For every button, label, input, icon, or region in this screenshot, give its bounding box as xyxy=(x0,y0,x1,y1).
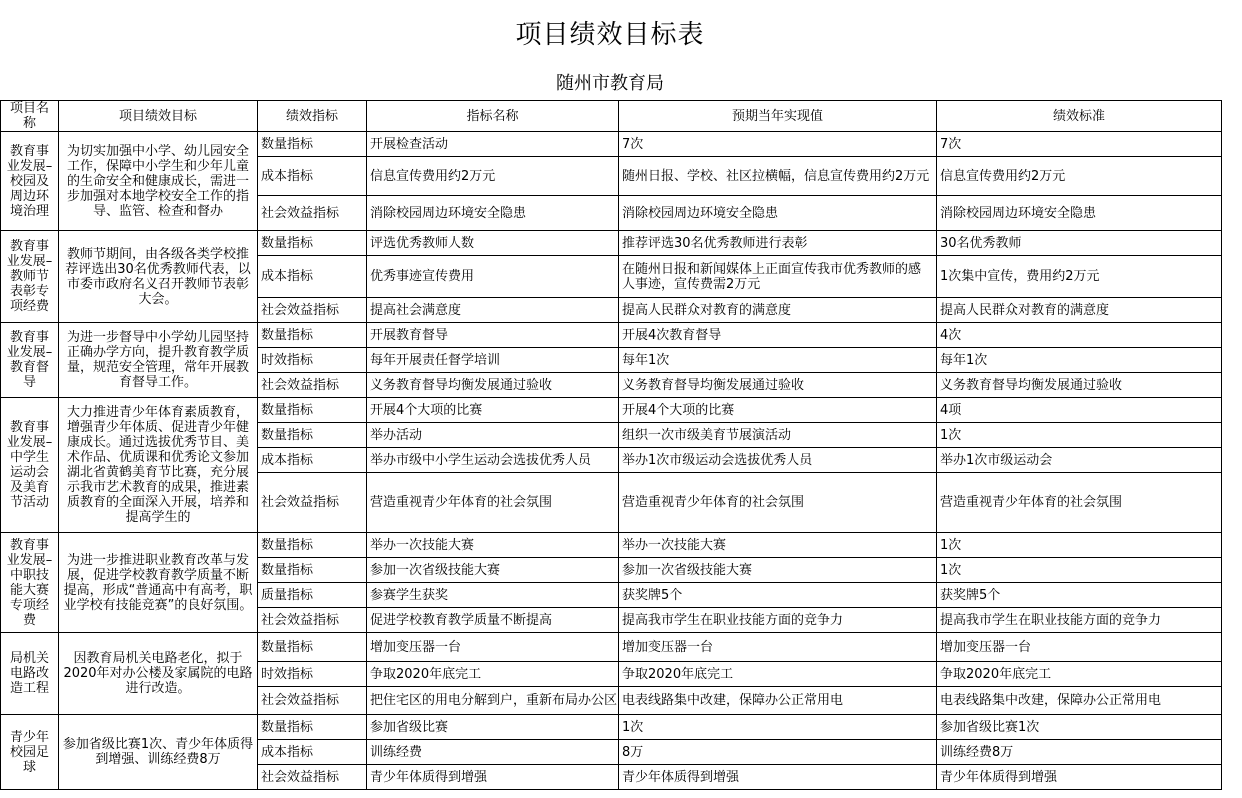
indicator-name-cell: 争取2020年底完工 xyxy=(367,662,619,687)
project-goal: 为进一步督导中小学幼儿园坚持正确办学方向，提升教育教学质量，规范安全管理，常年开展教育督导工作。 xyxy=(66,330,249,390)
page-subtitle: 随州市教育局 xyxy=(556,73,664,94)
project-goal-cell xyxy=(59,533,258,633)
project-name: 局机关电路改造工程 xyxy=(9,651,49,696)
expected-value-cell: 每年1次 xyxy=(619,348,937,373)
project-goal-cell xyxy=(59,132,258,231)
performance-standard-cell: 30名优秀教师 xyxy=(937,231,1222,256)
project-name-cell xyxy=(1,633,59,715)
performance-standard-cell: 举办1次市级运动会 xyxy=(937,448,1222,473)
project-goal: 参加省级比赛1次、青少年体质得到增强、训练经费8万 xyxy=(62,737,254,767)
indicator-type-cell: 数量指标 xyxy=(258,423,367,448)
project-name: 教育事业发展–校园及周边环境治理 xyxy=(6,143,53,219)
indicator-type-cell: 数量指标 xyxy=(258,132,367,157)
project-goal: 为切实加强中小学、幼儿园安全工作，保障中小学生和少年儿童的生命安全和健康成长，需进一步加强对本地学校安全工作的指导、监管、检查和督办 xyxy=(66,143,249,219)
indicator-type-cell: 社会效益指标 xyxy=(258,196,367,231)
column-header: 绩效标准 xyxy=(937,101,1222,132)
expected-value-cell: 电表线路集中改建，保障办公正常用电 xyxy=(619,687,937,715)
performance-standard-cell: 提高我市学生在职业技能方面的竞争力 xyxy=(937,608,1222,633)
indicator-name-cell: 举办一次技能大赛 xyxy=(367,533,619,558)
expected-value-cell: 开展4个大项的比赛 xyxy=(619,398,937,423)
indicator-name-cell: 参加省级比赛 xyxy=(367,715,619,740)
performance-standard-cell: 青少年体质得到增强 xyxy=(937,765,1222,790)
performance-standard-cell: 信息宣传费用约2万元 xyxy=(937,157,1222,196)
indicator-name-cell: 开展教育督导 xyxy=(367,323,619,348)
expected-value-cell: 推荐评选30名优秀教师进行表彰 xyxy=(619,231,937,256)
project-goal-cell xyxy=(59,633,258,715)
project-name: 青少年校园足球 xyxy=(9,729,49,775)
indicator-type-cell: 数量指标 xyxy=(258,558,367,583)
performance-table xyxy=(0,100,1222,790)
performance-standard-cell: 7次 xyxy=(937,132,1222,157)
indicator-type-cell: 成本指标 xyxy=(258,256,367,298)
indicator-name-cell: 参加一次省级技能大赛 xyxy=(367,558,619,583)
project-name: 教育事业发展–中职技能大赛专项经费 xyxy=(6,537,53,628)
indicator-name-cell: 每年开展责任督学培训 xyxy=(367,348,619,373)
project-goal-cell xyxy=(59,398,258,533)
table-row xyxy=(1,398,1222,423)
table-header-row xyxy=(1,101,1222,132)
expected-value-cell: 开展4次教育督导 xyxy=(619,323,937,348)
indicator-name-cell: 促进学校教育教学质量不断提高 xyxy=(367,608,619,633)
indicator-type-cell: 社会效益指标 xyxy=(258,765,367,790)
indicator-name-cell: 训练经费 xyxy=(367,740,619,765)
project-name-cell xyxy=(1,398,59,533)
table-row xyxy=(1,231,1222,256)
indicator-type-cell: 数量指标 xyxy=(258,633,367,662)
indicator-type-cell: 数量指标 xyxy=(258,533,367,558)
project-name: 教育事业发展–中学生运动会及美育节活动 xyxy=(6,420,53,510)
indicator-name-cell: 举办活动 xyxy=(367,423,619,448)
indicator-type-cell: 数量指标 xyxy=(258,715,367,740)
project-name-cell xyxy=(1,533,59,633)
performance-standard-cell: 提高人民群众对教育的满意度 xyxy=(937,298,1222,323)
indicator-name-cell: 营造重视青少年体育的社会氛围 xyxy=(367,473,619,533)
table-row xyxy=(1,633,1222,662)
project-goal-cell xyxy=(59,323,258,398)
table-row xyxy=(1,323,1222,348)
indicator-type-cell: 成本指标 xyxy=(258,448,367,473)
column-header: 指标名称 xyxy=(367,101,619,132)
performance-standard-cell: 消除校园周边环境安全隐患 xyxy=(937,196,1222,231)
table-row xyxy=(1,533,1222,558)
indicator-name-cell: 义务教育督导均衡发展通过验收 xyxy=(367,373,619,398)
column-header: 预期当年实现值 xyxy=(619,101,937,132)
column-header: 绩效指标 xyxy=(258,101,367,132)
performance-standard-cell: 获奖牌5个 xyxy=(937,583,1222,608)
page-title: 项目绩效目标表 xyxy=(515,20,705,50)
expected-value-cell: 增加变压器一台 xyxy=(619,633,937,662)
indicator-name-cell: 增加变压器一台 xyxy=(367,633,619,662)
project-name-cell xyxy=(1,231,59,323)
performance-standard-cell: 每年1次 xyxy=(937,348,1222,373)
project-name: 教育事业发展–教育督导 xyxy=(6,330,53,390)
performance-standard-cell: 1次 xyxy=(937,423,1222,448)
expected-value-cell: 参加一次省级技能大赛 xyxy=(619,558,937,583)
indicator-type-cell: 数量指标 xyxy=(258,323,367,348)
performance-standard-cell: 参加省级比赛1次 xyxy=(937,715,1222,740)
performance-standard-cell: 1次 xyxy=(937,533,1222,558)
indicator-name-cell: 优秀事迹宣传费用 xyxy=(367,256,619,298)
performance-standard-cell: 4次 xyxy=(937,323,1222,348)
project-name: 教育事业发展–教师节表彰专项经费 xyxy=(6,239,53,314)
performance-standard-cell: 争取2020年底完工 xyxy=(937,662,1222,687)
expected-value-cell: 7次 xyxy=(619,132,937,157)
project-goal: 为进一步推进职业教育改革与发展，促进学校教育教学质量不断提高，形成“普通高中有高考，职业学校有技能竞赛”的良好氛围。 xyxy=(63,552,253,613)
performance-standard-cell: 4项 xyxy=(937,398,1222,423)
indicator-name-cell: 评选优秀教师人数 xyxy=(367,231,619,256)
project-name-cell xyxy=(1,132,59,231)
indicator-type-cell: 数量指标 xyxy=(258,398,367,423)
indicator-type-cell: 时效指标 xyxy=(258,348,367,373)
performance-standard-cell: 营造重视青少年体育的社会氛围 xyxy=(937,473,1222,533)
expected-value-cell: 提高人民群众对教育的满意度 xyxy=(619,298,937,323)
indicator-name-cell: 参赛学生获奖 xyxy=(367,583,619,608)
indicator-type-cell: 社会效益指标 xyxy=(258,608,367,633)
expected-value-cell: 提高我市学生在职业技能方面的竞争力 xyxy=(619,608,937,633)
indicator-type-cell: 社会效益指标 xyxy=(258,298,367,323)
table-row xyxy=(1,132,1222,157)
column-header: 项目名称 xyxy=(1,101,59,132)
performance-standard-cell: 义务教育督导均衡发展通过验收 xyxy=(937,373,1222,398)
expected-value-cell: 争取2020年底完工 xyxy=(619,662,937,687)
project-name-cell xyxy=(1,715,59,790)
indicator-name-cell: 提高社会满意度 xyxy=(367,298,619,323)
indicator-name-cell: 青少年体质得到增强 xyxy=(367,765,619,790)
indicator-name-cell: 消除校园周边环境安全隐患 xyxy=(367,196,619,231)
project-goal-cell xyxy=(59,715,258,790)
project-goal: 大力推进青少年体育素质教育，增强青少年体质、促进青少年健康成长。通过选拔优秀节目、美术作品、优质课和优秀论文参加湖北省黄鹤美育节比赛，充分展示我市艺术教育的成果，推进素质教育的全面深入开展，培养和提高学生的 xyxy=(66,405,249,525)
expected-value-cell: 举办1次市级运动会选拔优秀人员 xyxy=(619,448,937,473)
expected-value-cell: 举办一次技能大赛 xyxy=(619,533,937,558)
expected-value-cell: 随州日报、学校、社区拉横幅，信息宣传费用约2万元 xyxy=(619,157,937,196)
table-row xyxy=(1,715,1222,740)
expected-value-cell: 青少年体质得到增强 xyxy=(619,765,937,790)
performance-standard-cell: 电表线路集中改建，保障办公正常用电 xyxy=(937,687,1222,715)
project-name-cell xyxy=(1,323,59,398)
indicator-name-cell: 把住宅区的用电分解到户，重新布局办公区 xyxy=(367,687,619,715)
expected-value-cell: 在随州日报和新闻媒体上正面宣传我市优秀教师的感人事迹，宣传费需2万元 xyxy=(619,256,937,298)
expected-value-cell: 组织一次市级美育节展演活动 xyxy=(619,423,937,448)
expected-value-cell: 8万 xyxy=(619,740,937,765)
indicator-name-cell: 信息宣传费用约2万元 xyxy=(367,157,619,196)
indicator-type-cell: 质量指标 xyxy=(258,583,367,608)
performance-standard-cell: 1次 xyxy=(937,558,1222,583)
expected-value-cell: 营造重视青少年体育的社会氛围 xyxy=(619,473,937,533)
expected-value-cell: 义务教育督导均衡发展通过验收 xyxy=(619,373,937,398)
indicator-type-cell: 社会效益指标 xyxy=(258,687,367,715)
indicator-name-cell: 举办市级中小学生运动会选拔优秀人员 xyxy=(367,448,619,473)
performance-standard-cell: 1次集中宣传，费用约2万元 xyxy=(937,256,1222,298)
indicator-type-cell: 时效指标 xyxy=(258,662,367,687)
project-goal-cell xyxy=(59,231,258,323)
indicator-type-cell: 社会效益指标 xyxy=(258,373,367,398)
indicator-type-cell: 成本指标 xyxy=(258,157,367,196)
indicator-type-cell: 数量指标 xyxy=(258,231,367,256)
expected-value-cell: 获奖牌5个 xyxy=(619,583,937,608)
column-header: 项目绩效目标 xyxy=(59,101,258,132)
performance-standard-cell: 增加变压器一台 xyxy=(937,633,1222,662)
project-goal: 因教育局机关电路老化，拟于2020年对办公楼及家属院的电路进行改造。 xyxy=(63,651,253,696)
indicator-name-cell: 开展检查活动 xyxy=(367,132,619,157)
expected-value-cell: 消除校园周边环境安全隐患 xyxy=(619,196,937,231)
expected-value-cell: 1次 xyxy=(619,715,937,740)
indicator-name-cell: 开展4个大项的比赛 xyxy=(367,398,619,423)
indicator-type-cell: 成本指标 xyxy=(258,740,367,765)
indicator-type-cell: 社会效益指标 xyxy=(258,473,367,533)
performance-standard-cell: 训练经费8万 xyxy=(937,740,1222,765)
project-goal: 教师节期间，由各级各类学校推荐评选出30名优秀教师代表，以市委市政府名义召开教师节表彰大会。 xyxy=(65,246,251,307)
